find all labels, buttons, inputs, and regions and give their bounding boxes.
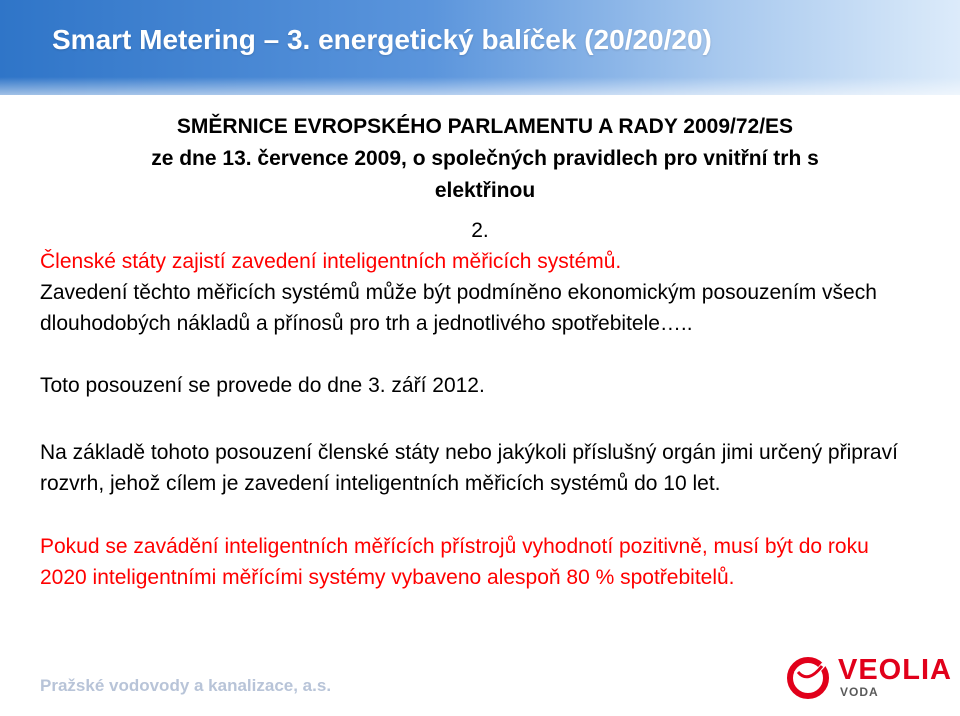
veolia-logo bbox=[786, 650, 952, 706]
logo-name: VEOLIA bbox=[838, 654, 952, 686]
directive-line-1: SMĚRNICE EVROPSKÉHO PARLAMENTU A RADY 2009/72/ES bbox=[176, 115, 794, 138]
text-block-3: Na základě tohoto posouzení členské státy nebo jakýkoli příslušný orgán jimi určený připraví rozvrh, jehož cílem je zavedení inteligentních měřicích systémů do 10 let. bbox=[40, 441, 898, 495]
veolia-logo-icon bbox=[786, 652, 834, 700]
directive-line-2: ze dne 13. července 2009, o společných pravidlech pro vnitřní trh s bbox=[151, 147, 819, 170]
red-sentence-2: Pokud se zavádění inteligentních měřících přístrojů vyhodnotí pozitivně, musí být do roku 2020 inteligentními měřícími systémy vybaveno alespoň 80 % spotřebitelů. bbox=[40, 535, 869, 589]
logo-subtitle: VODA bbox=[840, 685, 879, 699]
red-sentence-1: Členské státy zajistí zavedení inteligentních měřicích systémů. bbox=[40, 250, 622, 273]
directive-heading bbox=[40, 111, 930, 207]
paragraph-number: 2. bbox=[471, 219, 489, 242]
directive-line-3: elektřinou bbox=[434, 179, 536, 202]
footer-company: Pražské vodovody a kanalizace, a.s. bbox=[40, 676, 332, 695]
text-block-2: Toto posouzení se provede do dne 3. září 2012. bbox=[40, 374, 485, 397]
text-block-1: Zavedení těchto měřicích systémů může být podmíněno ekonomickým posouzením všech dlouhodobých nákladů a přínosů pro trh a jednotlivého spotřebitele….. bbox=[40, 281, 877, 335]
slide-title: Smart Metering – 3. energetický balíček (20/20/20) bbox=[52, 24, 712, 55]
